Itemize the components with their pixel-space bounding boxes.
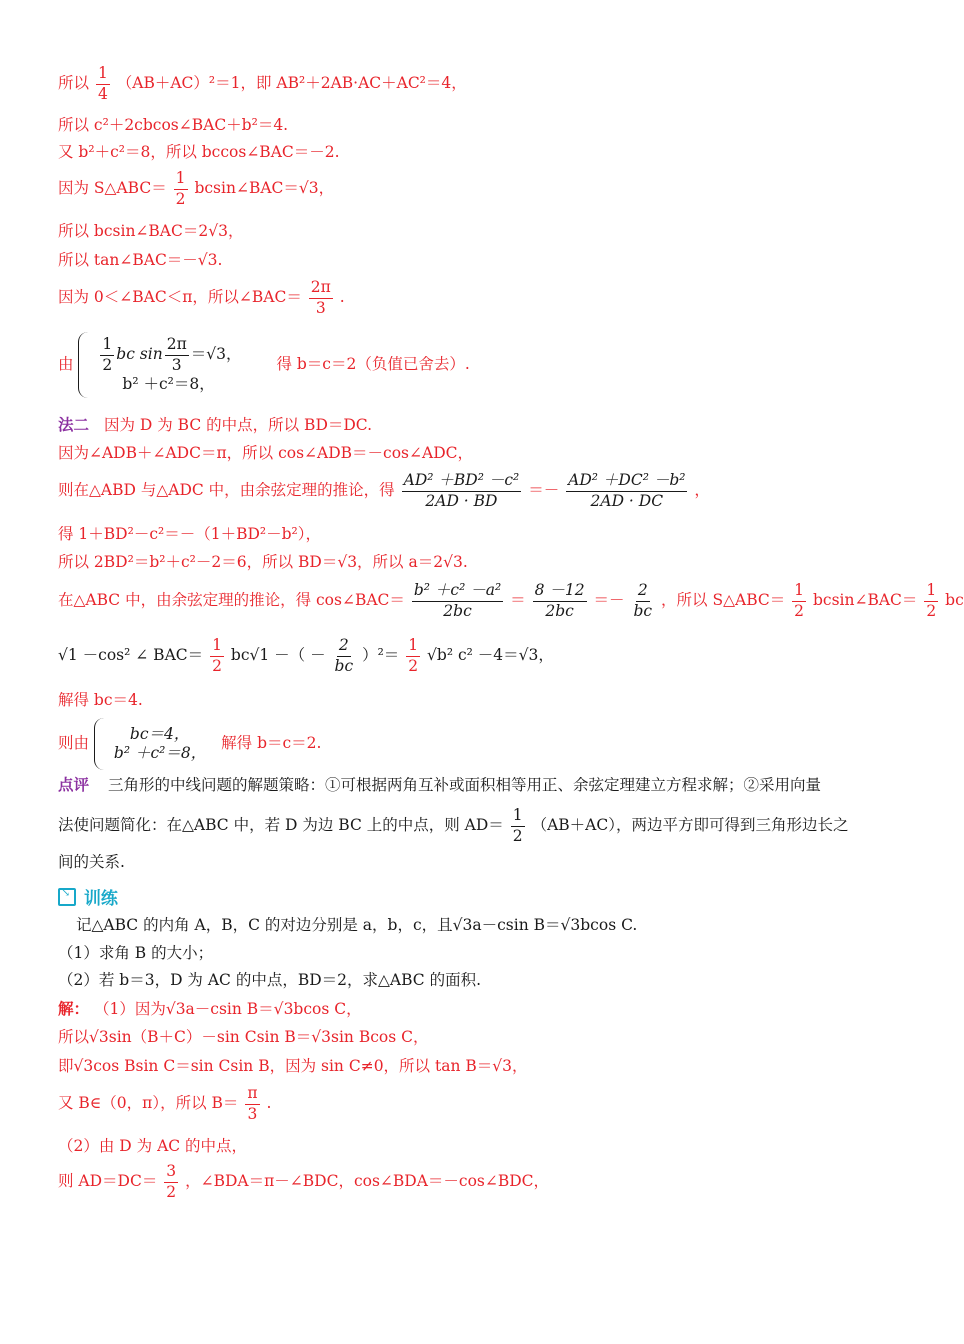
equation-system: $\frac{1}{2}$ bc sin $\frac{2\pi}{3}$ ＝√3， b² ＋c²＝8， — [102, 335, 242, 394]
line-26: 所以√3sin（B＋C）－sin Csin B＝√3sin Bcos C， — [58, 1028, 429, 1046]
line-22: 记△ABC 的内角 A，B，C 的对边分别是 a，b，c，且√3a－csin B＝√3bcos C. — [76, 916, 638, 934]
fraction: $\frac{1}{2}$ — [794, 581, 805, 620]
fraction: $\frac{\text{AD² ＋DC² －b²}}{2AD \cdot DC}$ — [568, 471, 686, 510]
line-3: 又 b²＋c²＝8，所以 bccos∠BAC＝－2. — [58, 143, 340, 161]
fraction: $\frac{\text{AD² ＋BD² －c²}}{2AD \cdot BD}$ — [403, 471, 520, 510]
fraction: $\frac{2}{bc}$ — [334, 636, 354, 675]
line-17-system: 则由 bc＝4， b² ＋c²＝8， 解得 b＝c＝2. — [58, 718, 321, 770]
line-9: 法二 因为 D 为 BC 的中点，所以 BD＝DC. — [58, 416, 373, 434]
line-6: 所以 tan∠BAC＝－√3. — [58, 251, 223, 269]
fraction: $\frac{1}{2}$ — [212, 636, 222, 675]
fraction: $\frac{1}{2}$ — [408, 636, 419, 675]
equation-system: bc＝4， b² ＋c²＝8， — [113, 724, 207, 762]
line-23: （1）求角 B 的大小； — [58, 944, 214, 962]
line-27: 即√3cos Bsin C＝sin Csin B，因为 sin C≠0，所以 tan B＝√3， — [58, 1057, 528, 1075]
line-1: 所以 $\frac{1}{4}$ （AB＋AC）²＝1，即 AB²＋2AB·AC＋AC²＝4， — [58, 64, 467, 103]
line-25: 解： （1）因为√3a－csin B＝√3bcos C， — [58, 999, 362, 1018]
training-icon — [58, 888, 76, 906]
solution-label: 解： — [58, 999, 90, 1018]
line-2: 所以 c²＋2cbcos∠BAC＋b²＝4. — [58, 116, 289, 134]
line-4: 因为 S△ABC＝ $\frac{1}{2}$ bcsin∠BAC＝√3， — [58, 169, 335, 208]
line-20: 间的关系. — [58, 853, 125, 871]
method-two-label: 法二 — [58, 416, 90, 434]
training-header: ↘ 训练 — [58, 888, 118, 908]
line-12: 得 1＋BD²－c²＝－（1＋BD²－b²）， — [58, 525, 321, 543]
line-16: 解得 bc＝4. — [58, 691, 143, 709]
fraction: $\frac{\text{b² ＋c² －a²}}{2bc}$ — [413, 581, 502, 620]
line-10: 因为∠ADB＋∠ADC＝π，所以 cos∠ADB＝－cos∠ADC， — [58, 444, 473, 462]
fraction: $\frac{3}{2}$ — [166, 1162, 177, 1201]
left-brace — [94, 718, 105, 770]
fraction: $\frac{1}{2}$ — [175, 169, 186, 208]
line-24: （2）若 b＝3，D 为 AC 的中点，BD＝2，求△ABC 的面积. — [58, 971, 482, 989]
line-8-system: 由 $\frac{1}{2}$ bc sin $\frac{2\pi}{3}$ ＝√3， b² ＋c²＝8， 得 b＝c＝2（负值已舍去）. — [58, 332, 470, 398]
line-13: 所以 2BD²＝b²＋c²－2＝6，所以 BD＝√3，所以 a＝2√3. — [58, 553, 468, 571]
fraction: $\frac{\pi}{3}$ — [247, 1084, 258, 1123]
line-30: 则 AD＝DC＝ $\frac{3}{2}$ ，∠BDA＝π－∠BDC，cos∠BDA＝－cos∠BDC， — [58, 1162, 550, 1201]
fraction: $\frac{2}{bc}$ — [633, 581, 653, 620]
line-7: 因为 0＜∠BAC＜π，所以∠BAC＝ $\frac{2\pi}{3}$ . — [58, 278, 345, 317]
line-29: （2）由 D 为 AC 的中点， — [58, 1137, 248, 1155]
fraction: $\frac{2\pi}{3}$ — [310, 278, 331, 317]
line-18: 点评 三角形的中线问题的解题策略：①可根据两角互补或面积相等用正、余弦定理建立方程求解；②采用向量 — [58, 776, 821, 794]
line-28: 又 B∈（0，π），所以 B＝ $\frac{\pi}{3}$ . — [58, 1084, 272, 1123]
fraction: $\frac{1}{2}$ — [512, 806, 523, 845]
fraction: $\frac{8 -12}{2bc}$ — [534, 581, 585, 620]
line-15: √1 －cos² ∠ BAC＝ $\frac{1}{2}$ bc√1 －（ － $\frac{2}{bc}$ ）²＝ $\frac{1}{2}$ √b² c² －4＝√3， — [58, 636, 554, 675]
line-19: 法使问题简化：在△ABC 中，若 D 为边 BC 上的中点，则 AD＝ $\frac{1}{2}$ （AB＋AC），两边平方即可得到三角形边长之 — [58, 806, 849, 845]
fraction: $\frac{1}{2}$ — [926, 581, 937, 620]
line-5: 所以 bcsin∠BAC＝2√3， — [58, 222, 244, 240]
left-brace — [78, 332, 89, 398]
fraction: $\frac{1}{4}$ — [97, 64, 108, 103]
line-11: 则在△ABD 与△ADC 中，由余弦定理的推论，得 $\frac{\text{AD² ＋BD² －c²}}{2AD \cdot BD}$ ＝－ $\frac{\text{AD² ＋DC² －b²}}{2AD \cdot DC}$ ， — [58, 471, 710, 510]
comment-label: 点评 — [58, 776, 90, 794]
line-14: 在△ABC 中，由余弦定理的推论，得 cos∠BAC＝ $\frac{\text{b² ＋c² －a²}}{2bc}$ ＝ $\frac{8 -12}{2bc}$ ＝－ $\frac{2}{bc}$ ，所以 S△ABC＝ $\frac{1}{2}$ bcsin∠BAC＝ $\frac{1}{2}$ bc — [58, 581, 964, 620]
